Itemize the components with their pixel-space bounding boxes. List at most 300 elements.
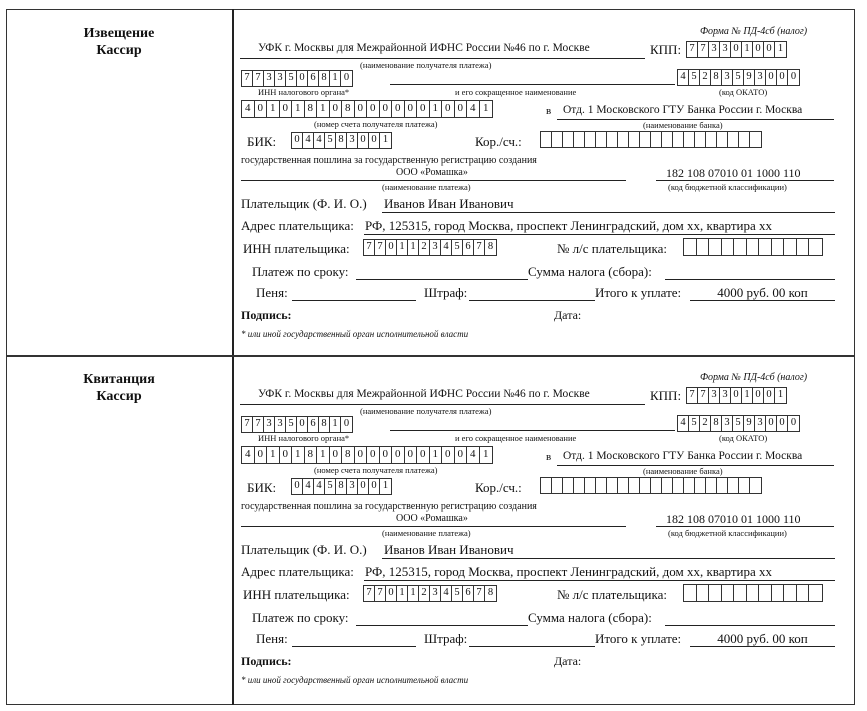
digit-cell: 2 (700, 70, 711, 85)
digit-cell: 1 (292, 447, 305, 463)
empty-cell (607, 132, 618, 147)
digit-cell: 1 (267, 101, 280, 117)
footnote: * или иной государственный орган исполнительной власти (241, 329, 469, 339)
okato-caption: (код ОКАТО) (719, 433, 768, 443)
empty-cell (728, 132, 739, 147)
payment-purpose-line (241, 526, 626, 527)
empty-cell (695, 478, 706, 493)
empty-cell (709, 239, 722, 255)
digit-cell: 1 (317, 447, 330, 463)
recipient-caption: (наименование получателя платежа) (360, 406, 492, 416)
kbk-value: 182 108 07010 01 1000 110 (666, 512, 801, 526)
empty-cell (563, 132, 574, 147)
bank-name: Отд. 1 Московского ГТУ Банка России г. Москва (563, 450, 803, 462)
payer-account-field[interactable] (683, 584, 823, 602)
digit-cell: 0 (392, 101, 405, 117)
digit-cell: 0 (280, 101, 293, 117)
empty-cell (673, 478, 684, 493)
digit-cell: 8 (336, 133, 347, 148)
empty-cell (728, 478, 739, 493)
fine-label: Штраф: (424, 285, 468, 300)
digit-cell: 3 (275, 71, 286, 86)
kpp-field[interactable] (686, 387, 787, 404)
section-title: Извещение (83, 26, 155, 41)
payer-inn-field[interactable] (363, 239, 497, 256)
digit-cell: 1 (382, 134, 389, 145)
bik-label: БИК: (247, 134, 277, 149)
digit-cell: 8 (336, 479, 347, 494)
empty-cell (574, 132, 585, 147)
signature-label: Подпись: (241, 308, 292, 322)
empty-cell (747, 239, 760, 255)
digit-cell: 6 (308, 417, 319, 432)
digit-cell: 0 (330, 101, 343, 117)
empty-cell (618, 478, 629, 493)
digit-cell: 0 (417, 447, 430, 463)
empty-cell (640, 478, 651, 493)
receipt-section (0, 355, 867, 701)
digit-cell: 0 (343, 418, 350, 429)
digit-cell: 0 (292, 479, 303, 494)
section-header (6, 25, 232, 59)
empty-cell (618, 132, 629, 147)
empty-cell (662, 132, 673, 147)
empty-cell (739, 132, 750, 147)
digit-cell: 0 (790, 417, 797, 428)
short-name-caption: и его сокращенное наименование (455, 87, 577, 97)
date-label: Дата: (554, 654, 582, 668)
digit-cell: 1 (483, 448, 489, 460)
kbk-caption: (код бюджетной классификации) (668, 528, 787, 538)
digit-cell: 1 (317, 101, 330, 117)
digit-cell: 7 (687, 42, 698, 57)
tax-label: Сумма налога (сбора): (528, 610, 652, 625)
okato-caption: (код ОКАТО) (719, 87, 768, 97)
digit-cell: 5 (689, 70, 700, 85)
digit-cell: 6 (308, 71, 319, 86)
payment-purpose-line1: государственная пошлина за государственную регистрацию создания (241, 155, 537, 166)
digit-cell: 3 (347, 479, 358, 494)
payment-purpose-line (241, 180, 626, 181)
short-name-caption: и его сокращенное наименование (455, 433, 577, 443)
bik-label: БИК: (247, 480, 277, 495)
digit-cell: 0 (753, 42, 764, 57)
empty-cell (772, 585, 785, 601)
fine-line[interactable] (469, 300, 595, 301)
empty-cell (541, 478, 552, 493)
digit-cell: 4 (441, 240, 452, 255)
recipient-name-line (240, 58, 645, 59)
empty-cell (717, 478, 728, 493)
kor-label: Кор./сч.: (475, 134, 522, 149)
digit-cell: 8 (487, 241, 494, 252)
payment-purpose-line2: ООО «Ромашка» (396, 167, 468, 178)
empty-cell (747, 585, 760, 601)
digit-cell: 1 (397, 586, 408, 601)
digit-cell: 0 (255, 101, 268, 117)
digit-cell: 1 (292, 101, 305, 117)
penalty-line[interactable] (292, 646, 416, 647)
digit-cell: 5 (733, 70, 744, 85)
empty-cell (734, 585, 747, 601)
digit-cell: 1 (267, 447, 280, 463)
digit-cell: 0 (367, 447, 380, 463)
total-value[interactable]: 4000 руб. 00 коп (717, 631, 808, 646)
empty-cell (684, 239, 697, 255)
digit-cell: 4 (242, 101, 255, 117)
digit-cell: 4 (678, 70, 689, 85)
tax-authority-inn-field[interactable] (241, 70, 353, 87)
digit-cell: 4 (467, 101, 480, 117)
digit-cell: 0 (355, 447, 368, 463)
digit-cell: 3 (709, 388, 720, 403)
empty-cell (697, 239, 710, 255)
digit-cell: 8 (711, 70, 722, 85)
empty-cell (684, 132, 695, 147)
payer-address-line (364, 580, 835, 581)
form-code: Форма № ПД-4сб (налог) (700, 372, 808, 383)
kbk-line (656, 180, 834, 181)
digit-cell: 0 (297, 417, 308, 432)
empty-cell (759, 239, 772, 255)
digit-cell: 0 (405, 447, 418, 463)
bank-caption: (наименование банка) (643, 120, 723, 130)
empty-cell (585, 478, 596, 493)
tax-line[interactable] (665, 279, 835, 280)
penalty-line[interactable] (292, 300, 416, 301)
digit-cell: 7 (364, 240, 375, 255)
digit-cell: 7 (474, 240, 485, 255)
digit-cell: 1 (777, 389, 784, 400)
kpp-label: КПП: (650, 42, 682, 57)
digit-cell: 4 (242, 447, 255, 463)
digit-cell: 3 (755, 70, 766, 85)
digit-cell: 5 (286, 417, 297, 432)
digit-cell: 4 (314, 479, 325, 494)
account-caption: (номер счета получателя платежа) (314, 119, 438, 129)
section-title: Квитанция (83, 372, 155, 387)
digit-cell: 0 (764, 42, 775, 57)
correspondent-account-field[interactable] (540, 131, 762, 148)
digit-cell: 1 (430, 447, 443, 463)
digit-cell: 0 (292, 133, 303, 148)
payer-address-value[interactable]: РФ, 125315, город Москва, проспект Ленинградский, дом хх, квартира хх (365, 218, 772, 233)
short-name-line (390, 84, 675, 85)
digit-cell: 9 (744, 416, 755, 431)
payer-name-value[interactable]: Иванов Иван Иванович (384, 542, 514, 557)
empty-cell (640, 132, 651, 147)
digit-cell: 0 (380, 447, 393, 463)
digit-cell: 6 (463, 586, 474, 601)
digit-cell: 3 (722, 416, 733, 431)
empty-cell (574, 478, 585, 493)
digit-cell: 5 (733, 416, 744, 431)
section-cashier: Кассир (96, 389, 142, 404)
empty-cell (541, 132, 552, 147)
digit-cell: 3 (275, 417, 286, 432)
signature-label: Подпись: (241, 654, 292, 668)
empty-cell (750, 478, 761, 493)
digit-cell: 0 (455, 447, 468, 463)
payer-account-label: № л/с плательщика: (557, 587, 667, 602)
digit-cell: 8 (319, 417, 330, 432)
digit-cell: 7 (698, 42, 709, 57)
payer-name-line (382, 558, 835, 559)
tax-line[interactable] (665, 625, 835, 626)
total-line (690, 646, 835, 647)
digit-cell: 4 (467, 447, 480, 463)
digit-cell: 0 (405, 101, 418, 117)
digit-cell: 8 (487, 587, 494, 598)
recipient-name: УФК г. Москвы для Межрайонной ИФНС России №46 по г. Москве (258, 388, 590, 400)
digit-cell: 1 (397, 240, 408, 255)
digit-cell: 8 (319, 71, 330, 86)
penalty-label: Пеня: (256, 285, 288, 300)
fine-line[interactable] (469, 646, 595, 647)
payment-purpose-caption: (наименование платежа) (382, 182, 471, 192)
bank-prefix: в (546, 451, 552, 463)
digit-cell: 8 (711, 416, 722, 431)
tax-label: Сумма налога (сбора): (528, 264, 652, 279)
payer-address-label: Адрес плательщика: (241, 564, 354, 579)
payment-purpose-caption: (наименование платежа) (382, 528, 471, 538)
digit-cell: 3 (264, 71, 275, 86)
digit-cell: 5 (325, 479, 336, 494)
payer-account-field[interactable] (683, 238, 823, 256)
digit-cell: 1 (330, 417, 341, 432)
digit-cell: 0 (777, 70, 788, 85)
digit-cell: 0 (380, 101, 393, 117)
account-caption: (номер счета получателя платежа) (314, 465, 438, 475)
recipient-account-field[interactable] (241, 100, 493, 118)
digit-cell: 1 (408, 240, 419, 255)
payment-purpose-line2: ООО «Ромашка» (396, 513, 468, 524)
empty-cell (750, 132, 761, 147)
payer-name-value[interactable]: Иванов Иван Иванович (384, 196, 514, 211)
digit-cell: 4 (303, 479, 314, 494)
total-label: Итого к уплате: (595, 631, 682, 646)
bik-field[interactable] (291, 132, 392, 149)
digit-cell: 3 (264, 417, 275, 432)
kbk-caption: (код бюджетной классификации) (668, 182, 787, 192)
digit-cell: 9 (744, 70, 755, 85)
empty-cell (596, 478, 607, 493)
empty-cell (697, 585, 710, 601)
okato-field[interactable] (677, 415, 800, 432)
short-name-line (390, 430, 675, 431)
empty-cell (706, 478, 717, 493)
digit-cell: 3 (755, 416, 766, 431)
empty-cell (552, 478, 563, 493)
digit-cell: 0 (731, 388, 742, 403)
digit-cell: 5 (325, 133, 336, 148)
empty-cell (709, 585, 722, 601)
digit-cell: 7 (242, 417, 253, 432)
digit-cell: 0 (255, 447, 268, 463)
digit-cell: 0 (386, 586, 397, 601)
empty-cell (797, 585, 810, 601)
payer-inn-label: ИНН плательщика: (243, 241, 350, 256)
digit-cell: 0 (455, 101, 468, 117)
tax-authority-inn-field[interactable] (241, 416, 353, 433)
recipient-account-field[interactable] (241, 446, 493, 464)
digit-cell: 1 (408, 586, 419, 601)
digit-cell: 4 (303, 133, 314, 148)
digit-cell: 5 (689, 416, 700, 431)
digit-cell: 3 (720, 388, 731, 403)
bank-prefix: в (546, 105, 552, 117)
empty-cell (797, 239, 810, 255)
digit-cell: 0 (417, 101, 430, 117)
recipient-name-line (240, 404, 645, 405)
empty-cell (784, 585, 797, 601)
digit-cell: 0 (731, 42, 742, 57)
empty-cell (629, 132, 640, 147)
digit-cell: 7 (474, 586, 485, 601)
empty-cell (684, 585, 697, 601)
digit-cell: 7 (242, 71, 253, 86)
bank-name: Отд. 1 Московского ГТУ Банка России г. Москва (563, 104, 803, 116)
empty-cell (722, 585, 735, 601)
digit-cell: 7 (375, 240, 386, 255)
correspondent-account-field[interactable] (540, 477, 762, 494)
digit-cell: 0 (330, 447, 343, 463)
digit-cell: 3 (720, 42, 731, 57)
empty-cell (552, 132, 563, 147)
empty-cell (759, 585, 772, 601)
empty-cell (673, 132, 684, 147)
digit-cell: 4 (678, 416, 689, 431)
due-line[interactable] (356, 279, 528, 280)
notice-section (0, 9, 867, 355)
digit-cell: 0 (442, 101, 455, 117)
digit-cell: 0 (766, 416, 777, 431)
total-value[interactable]: 4000 руб. 00 коп (717, 285, 808, 300)
empty-cell (585, 132, 596, 147)
digit-cell: 0 (753, 388, 764, 403)
empty-cell (629, 478, 640, 493)
empty-cell (596, 132, 607, 147)
kpp-field[interactable] (686, 41, 787, 58)
digit-cell: 0 (777, 416, 788, 431)
digit-cell: 2 (700, 416, 711, 431)
digit-cell: 0 (367, 101, 380, 117)
empty-cell (739, 478, 750, 493)
inn-caption: ИНН налогового органа* (258, 87, 350, 97)
kbk-line (656, 526, 834, 527)
empty-cell (684, 478, 695, 493)
empty-cell (734, 239, 747, 255)
digit-cell: 0 (764, 388, 775, 403)
empty-cell (662, 478, 673, 493)
empty-cell (772, 239, 785, 255)
payer-inn-label: ИНН плательщика: (243, 587, 350, 602)
empty-cell (706, 132, 717, 147)
fine-label: Штраф: (424, 631, 468, 646)
digit-cell: 1 (742, 388, 753, 403)
empty-cell (563, 478, 574, 493)
digit-cell: 0 (790, 71, 797, 82)
payer-inn-field[interactable] (363, 585, 497, 602)
digit-cell: 0 (358, 479, 369, 494)
digit-cell: 8 (342, 447, 355, 463)
bik-field[interactable] (291, 478, 392, 495)
digit-cell: 5 (452, 240, 463, 255)
digit-cell: 0 (392, 447, 405, 463)
digit-cell: 1 (742, 42, 753, 57)
recipient-name: УФК г. Москвы для Межрайонной ИФНС России №46 по г. Москве (258, 42, 590, 54)
recipient-caption: (наименование получателя платежа) (360, 60, 492, 70)
empty-cell (809, 239, 822, 255)
digit-cell: 0 (297, 71, 308, 86)
digit-cell: 0 (343, 72, 350, 83)
empty-cell (784, 239, 797, 255)
digit-cell: 4 (314, 133, 325, 148)
payer-address-value[interactable]: РФ, 125315, город Москва, проспект Ленинградский, дом хх, квартира хх (365, 564, 772, 579)
digit-cell: 0 (442, 447, 455, 463)
digit-cell: 5 (286, 71, 297, 86)
digit-cell: 3 (430, 586, 441, 601)
date-label: Дата: (554, 308, 582, 322)
digit-cell: 8 (342, 101, 355, 117)
empty-cell (695, 132, 706, 147)
digit-cell: 0 (355, 101, 368, 117)
footnote: * или иной государственный орган исполнительной власти (241, 675, 469, 685)
digit-cell: 3 (709, 42, 720, 57)
payer-address-label: Адрес плательщика: (241, 218, 354, 233)
digit-cell: 0 (386, 240, 397, 255)
section-cashier: Кассир (96, 43, 142, 58)
digit-cell: 0 (369, 133, 380, 148)
digit-cell: 1 (382, 480, 389, 491)
digit-cell: 1 (330, 71, 341, 86)
total-line (690, 300, 835, 301)
payer-name-line (382, 212, 835, 213)
digit-cell: 3 (347, 133, 358, 148)
empty-cell (717, 132, 728, 147)
okato-field[interactable] (677, 69, 800, 86)
empty-cell (722, 239, 735, 255)
due-label: Платеж по сроку: (252, 264, 349, 279)
digit-cell: 0 (369, 479, 380, 494)
digit-cell: 5 (452, 586, 463, 601)
empty-cell (651, 132, 662, 147)
empty-cell (809, 585, 822, 601)
kbk-value: 182 108 07010 01 1000 110 (666, 166, 801, 180)
digit-cell: 0 (280, 447, 293, 463)
digit-cell: 7 (253, 417, 264, 432)
digit-cell: 3 (430, 240, 441, 255)
kor-label: Кор./сч.: (475, 480, 522, 495)
digit-cell: 1 (483, 102, 489, 114)
due-label: Платеж по сроку: (252, 610, 349, 625)
digit-cell: 1 (777, 43, 784, 54)
due-line[interactable] (356, 625, 528, 626)
digit-cell: 6 (463, 240, 474, 255)
digit-cell: 0 (766, 70, 777, 85)
payer-account-label: № л/с плательщика: (557, 241, 667, 256)
digit-cell: 1 (430, 101, 443, 117)
inn-caption: ИНН налогового органа* (258, 433, 350, 443)
digit-cell: 7 (698, 388, 709, 403)
penalty-label: Пеня: (256, 631, 288, 646)
bank-caption: (наименование банка) (643, 466, 723, 476)
section-header (6, 371, 232, 405)
digit-cell: 4 (441, 586, 452, 601)
digit-cell: 8 (305, 101, 318, 117)
empty-cell (651, 478, 662, 493)
payer-name-label: Плательщик (Ф. И. О.) (241, 196, 367, 211)
